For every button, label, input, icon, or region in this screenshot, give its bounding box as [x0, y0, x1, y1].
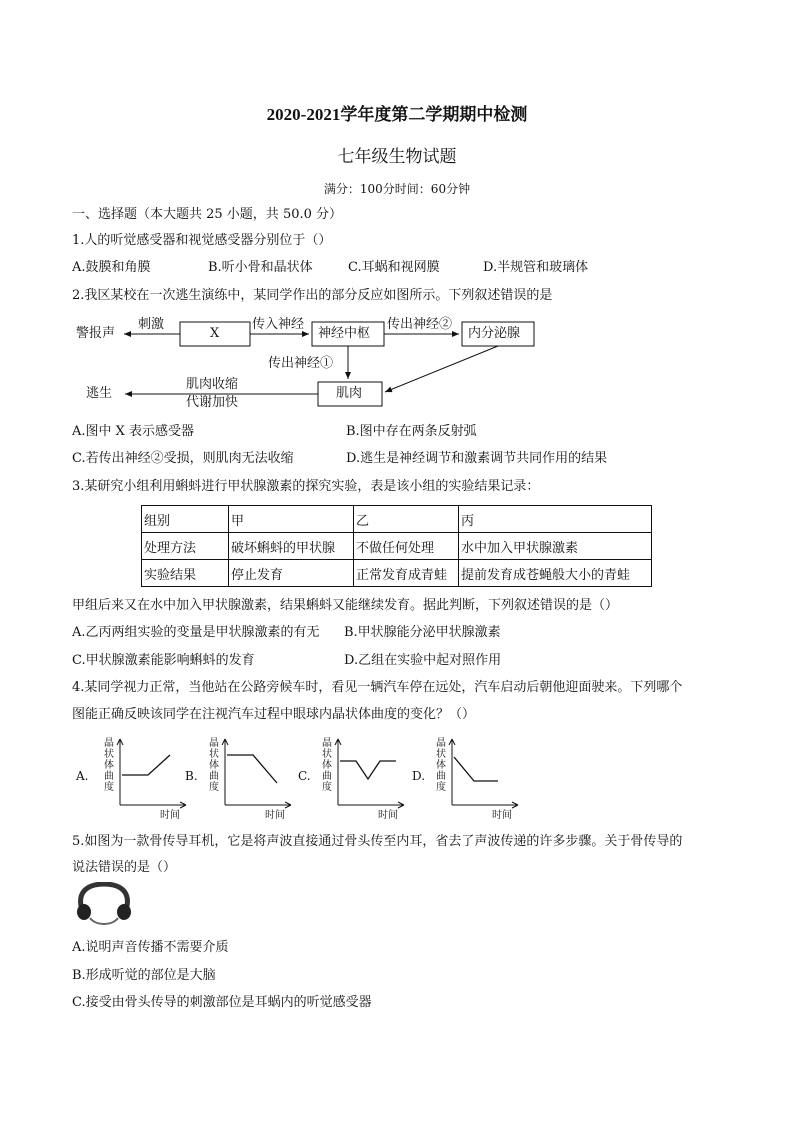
- arrow-hormone: [385, 346, 498, 392]
- graph-c-xlabel: 时间: [378, 810, 398, 821]
- table-row: [142, 533, 652, 560]
- exam-subtitle: 七年级生物试题: [337, 147, 457, 167]
- graph-c-ylabel: 晶状体曲度: [322, 738, 332, 793]
- q5-stem-line1: 5.如图为一款骨传导耳机，它是将声波直接通过骨头传至内耳，省去了声波传递的许多步骤。关于骨传导的: [72, 834, 683, 849]
- q1-stem: 1.人的听觉感受器和视觉感受器分别位于（）: [72, 233, 332, 248]
- q2-option-b: B.图中存在两条反射弧: [346, 424, 477, 439]
- table-cell: 不做任何处理: [354, 533, 459, 560]
- diagram-effect1: 肌肉收缩: [186, 377, 239, 392]
- q2-stem: 2.我区某校在一次逃生演练中，某同学作出的部分反应如图所示。下列叙述错误的是: [72, 288, 553, 303]
- diagram-afferent: 传入神经: [252, 317, 305, 332]
- graph-a-xlabel: 时间: [160, 810, 180, 821]
- diagram-x: X: [210, 326, 220, 341]
- table-cell: 丙: [459, 506, 652, 533]
- bone-conduction-earphone-image: [72, 882, 136, 928]
- graph-c: [318, 735, 426, 817]
- q2-option-d: D.逃生是神经调节和激素调节共同作用的结果: [346, 451, 608, 466]
- graph-d-xlabel: 时间: [492, 810, 512, 821]
- q2-option-c: C.若传出神经②受损，则肌肉无法收缩: [72, 451, 294, 466]
- table-cell: 乙: [354, 506, 459, 533]
- graph-a-label: A.: [76, 769, 89, 783]
- q1-option-a: A.鼓膜和角膜: [72, 260, 151, 275]
- q4-stem-line2: 图能正确反映该同学在注视汽车过程中眼球内晶状体曲度的变化？（）: [72, 707, 476, 722]
- graph-c-label: C.: [298, 769, 311, 783]
- graph-d: [432, 735, 537, 817]
- table-cell: 甲: [229, 506, 354, 533]
- diagram-escape: 逃生: [86, 386, 113, 401]
- q4-stem-line1: 4.某同学视力正常，当他站在公路旁候车时，看见一辆汽车停在远处，汽车启动后朝他迎面驶来。下列哪个: [72, 680, 683, 695]
- section-heading: 一、选择题（本大题共 25 小题，共 50.0 分）: [72, 207, 343, 222]
- diagram-effect2: 代谢加快: [186, 395, 239, 410]
- graph-d-ylabel: 晶状体曲度: [436, 738, 446, 793]
- diagram-efferent2: 传出神经②: [387, 317, 453, 332]
- table-cell: 实验结果: [142, 560, 229, 587]
- graph-b-ylabel: 晶状体曲度: [209, 738, 219, 793]
- q1-option-b: B.听小骨和晶状体: [208, 260, 313, 275]
- table-cell: 处理方法: [142, 533, 229, 560]
- q3-option-b: B.甲状腺能分泌甲状腺激素: [344, 625, 501, 640]
- q5-stem-line2: 说法错误的是（）: [72, 860, 177, 875]
- table-row: [142, 560, 652, 587]
- diagram-muscle: 肌肉: [336, 386, 363, 401]
- table-cell: 组别: [142, 506, 229, 533]
- graph-b-label: B.: [185, 769, 198, 783]
- diagram-alarm: 警报声: [76, 326, 116, 341]
- q1-option-d: D.半规管和玻璃体: [483, 260, 589, 275]
- experiment-table: [141, 505, 652, 587]
- table-row: [142, 506, 652, 533]
- q5-option-a: A.说明声音传播不需要介质: [72, 940, 229, 955]
- table-cell: 破坏蝌蚪的甲状腺: [229, 533, 354, 560]
- graph-b: [205, 735, 310, 817]
- q5-option-b: B.形成听觉的部位是大脑: [72, 968, 216, 983]
- q3-option-c: C.甲状腺激素能影响蝌蚪的发育: [72, 653, 255, 668]
- q1-option-c: C.耳蜗和视网膜: [348, 260, 440, 275]
- diagram-efferent1: 传出神经①: [268, 356, 334, 371]
- q3-option-a: A.乙丙两组实验的变量是甲状腺激素的有无: [72, 625, 320, 640]
- exam-title: 2020-2021学年度第二学期期中检测: [266, 105, 528, 124]
- diagram-center: 神经中枢: [318, 326, 371, 341]
- table-cell: 停止发育: [229, 560, 354, 587]
- table-cell: 水中加入甲状腺激素: [459, 533, 652, 560]
- graph-d-label: D.: [412, 769, 426, 783]
- q5-option-c: C.接受由骨头传导的刺激部位是耳蜗内的听觉感受器: [72, 995, 372, 1010]
- q3-stem: 3.某研究小组利用蝌蚪进行甲状腺激素的探究实验，表是该小组的实验结果记录：: [72, 479, 540, 494]
- q2-option-a: A.图中 X 表示感受器: [72, 424, 195, 439]
- diagram-stimulus: 刺激: [138, 317, 165, 332]
- graph-b-xlabel: 时间: [265, 810, 285, 821]
- diagram-gland: 内分泌腺: [468, 326, 521, 341]
- exam-meta: 满分：100分时间：60分钟: [323, 182, 471, 196]
- graph-a-ylabel: 晶状体曲度: [104, 738, 114, 793]
- q3-after: 甲组后来又在水中加入甲状腺激素，结果蝌蚪又能继续发育。据此判断，下列叙述错误的是（）: [72, 598, 619, 613]
- q3-option-d: D.乙组在实验中起对照作用: [344, 653, 502, 668]
- table-cell: 正常发育成青蛙: [354, 560, 459, 587]
- table-cell: 提前发育成苍蝇般大小的青蛙: [459, 560, 652, 587]
